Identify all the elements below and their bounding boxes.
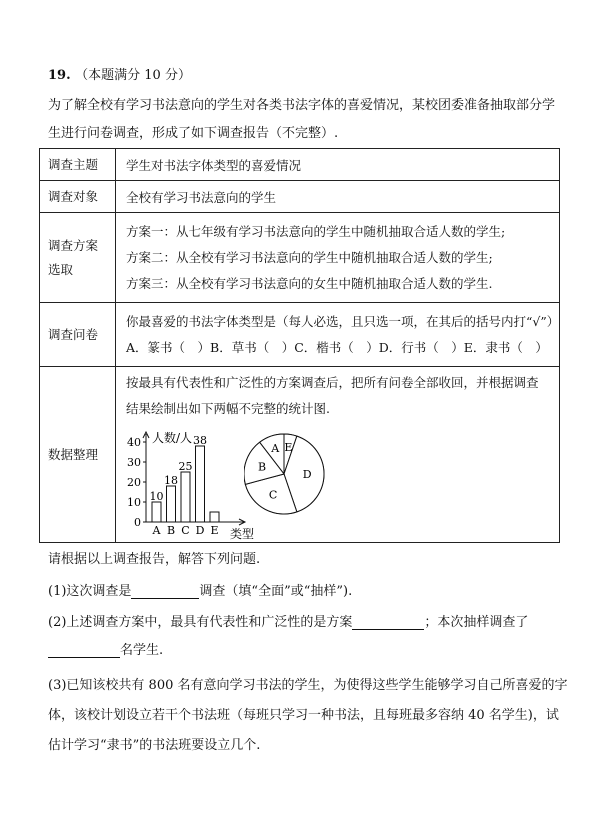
q1-answer-blank[interactable] (131, 584, 199, 599)
question-2-line-2 (48, 639, 163, 658)
row-object (40, 181, 560, 213)
q1-text-post: 调查（填“全面”或“抽样”). (199, 584, 353, 599)
questionnaire-content (116, 303, 560, 367)
row-plans (40, 213, 560, 303)
survey-report-table (39, 148, 560, 543)
intro-line-1: 为了解全校有学习书法意向的学生对各类书法字体的喜爱情况，某校团委准备抽取部分学 (48, 98, 556, 113)
bar (152, 502, 161, 522)
pie-slice-label: A (271, 441, 280, 455)
intro-line-2: 生进行问卷调查，形成了如下调查报告（不完整）. (48, 126, 339, 141)
plan-label (40, 213, 116, 303)
bar-value-label: 25 (178, 459, 193, 473)
pie-slice-label: D (302, 467, 312, 481)
plan-label-line-2: 选取 (48, 261, 74, 277)
question-number: 19. (48, 68, 71, 83)
bar (196, 446, 205, 522)
q3-line-1: (3)已知该校共有 800 名有意向学习书法的学生，为使得这些学生能够学习自己所喜爱的字 (48, 678, 568, 693)
plan-item: 方案三：从全校有学习书法意向的女生中随机抽取合适人数的学生. (126, 275, 493, 291)
answer-prompt: 请根据以上调查报告，解答下列问题. (48, 552, 261, 567)
question-2 (48, 611, 528, 630)
data-label: 数据整理 (40, 367, 116, 543)
x-tick-label: B (166, 523, 176, 537)
bar-value-label: 38 (193, 433, 207, 447)
bar-value-label: 18 (164, 473, 178, 487)
question-score: （本题满分 10 分） (75, 68, 191, 83)
question-intro (48, 92, 568, 148)
plan-label-line-1: 调查方案 (48, 237, 99, 253)
object-label: 调查对象 (40, 181, 116, 213)
row-data (40, 367, 560, 543)
q2-text-pre: (2)上述调查方案中，最具有代表性和广泛性的是方案 (48, 615, 353, 630)
data-line-2: 结果绘制出如下两幅不完整的统计图. (126, 400, 330, 416)
questionnaire-options: A．篆书（ ）B．草书（ ）C．楷书（ ）D．行书（ ）E．隶书（ ） (126, 339, 548, 355)
questionnaire-line-1: 你最喜爱的书法字体类型是（每人必选，且只选一项，在其后的括号内打“√”） (126, 313, 560, 329)
plan-item: 方案一：从七年级有学习书法意向的学生中随机抽取合适人数的学生; (126, 223, 506, 239)
y-tick-label: 10 (127, 495, 141, 509)
y-axis-label: 人数/人 (152, 430, 193, 445)
question-3 (48, 671, 568, 761)
topic-label: 调查主题 (40, 149, 116, 181)
y-tick-label: 20 (127, 475, 141, 489)
pie-slice-label: C (268, 487, 278, 501)
x-axis-label: 类型 (230, 526, 255, 540)
plan-list (116, 213, 560, 303)
pie-slice-label: B (257, 460, 267, 474)
x-tick-label: E (210, 523, 219, 537)
q2-count-blank[interactable] (48, 643, 120, 658)
bar (167, 486, 176, 522)
row-topic (40, 149, 560, 181)
q3-line-3: 估计学习“隶书”的书法班要设立几个. (48, 738, 261, 753)
pie-chart (244, 424, 354, 534)
q2-text-mid: ；本次抽样调查了 (424, 615, 529, 630)
questionnaire-label: 调查问卷 (40, 303, 116, 367)
object-value: 全校有学习书法意向的学生 (116, 181, 560, 213)
data-content (116, 367, 560, 543)
q2-text-post: 名学生. (120, 643, 164, 658)
topic-value: 学生对书法字体类型的喜爱情况 (116, 149, 560, 181)
bar-value-label: 10 (149, 489, 164, 503)
bar (210, 512, 219, 522)
question-header (48, 64, 191, 83)
charts-area (126, 422, 559, 540)
plan-item: 方案二：从全校有学习书法意向的学生中随机抽取合适人数的学生; (126, 249, 493, 265)
x-tick-label: A (152, 523, 161, 537)
pie-slice-label: E (284, 440, 293, 454)
y-tick-label: 0 (134, 515, 141, 529)
y-tick-label: 30 (127, 455, 141, 469)
row-questionnaire (40, 303, 560, 367)
q1-text-pre: (1)这次调查是 (48, 584, 132, 599)
x-tick-label: D (195, 523, 205, 537)
y-tick-label: 40 (127, 435, 141, 449)
x-tick-label: C (181, 523, 190, 537)
q3-line-2: 体，该校计划设立若干个书法班（每班只学习一种书法，且每班最多容纳 40 名学生)，试 (48, 708, 559, 723)
data-line-1: 按最具有代表性和广泛性的方案调查后，把所有问卷全部收回，并根据调查 (126, 374, 539, 390)
q2-plan-blank[interactable] (352, 615, 424, 630)
bar (181, 472, 190, 522)
question-1 (48, 580, 352, 599)
